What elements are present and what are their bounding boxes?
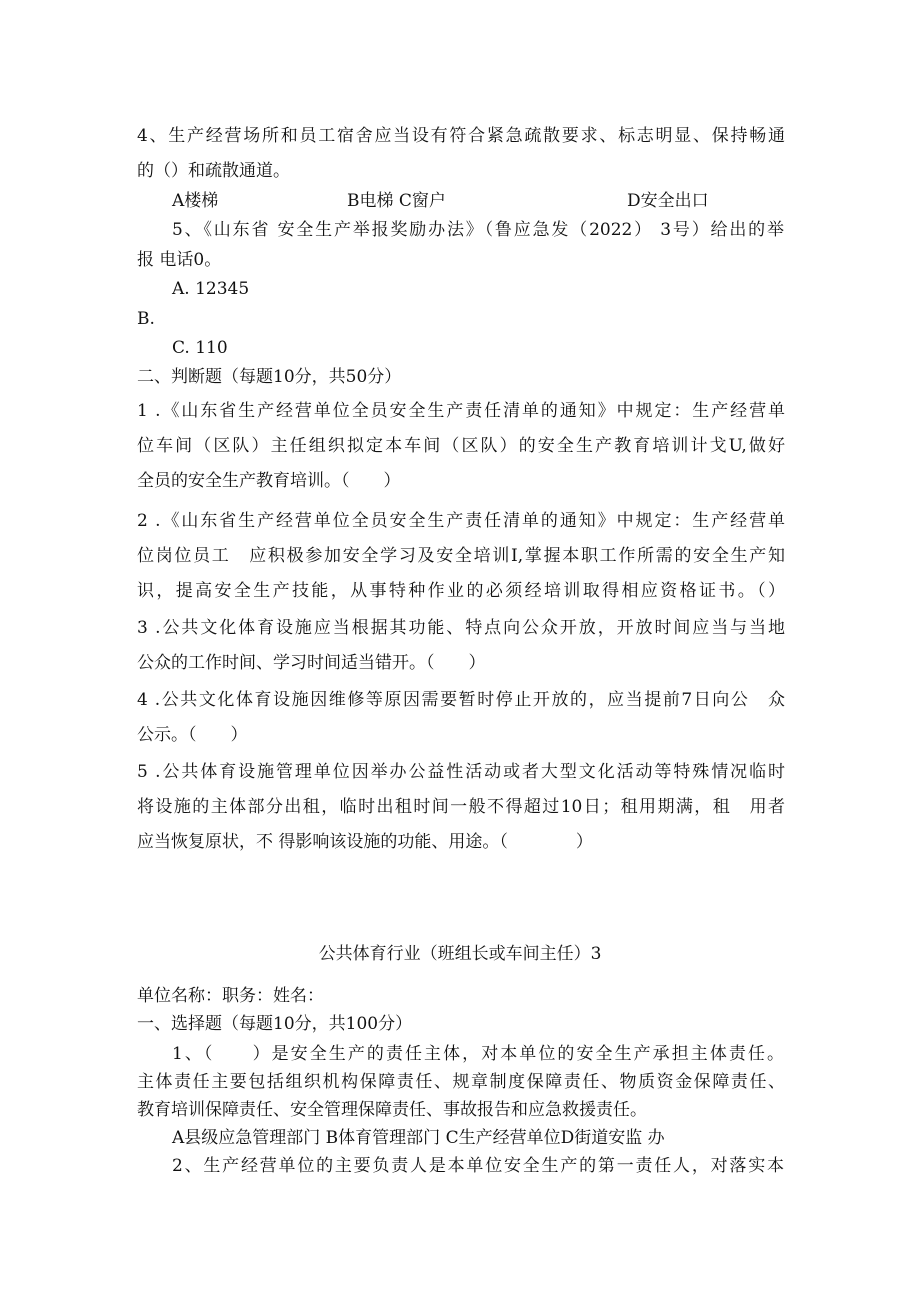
q4-option-a: A楼梯 xyxy=(172,191,219,211)
q5-option-a: A. 12345 xyxy=(172,279,250,299)
choice-1-line-1: 1、（ ）是安全生产的责任主体，对本单位的安全生产承担主体责任。 xyxy=(172,1044,784,1064)
section-2-heading: 二、判断题（每题10分，共50分） xyxy=(137,367,402,387)
section-title: 公共体育行业（班组长或车间主任）3 xyxy=(318,944,602,964)
judgment-2-line-3: 识，提高安全生产技能，从事特种作业的必须经培训取得相应资格证书。（） xyxy=(137,581,785,601)
judgment-4-line-1: 4 .公共文化体育设施因维修等原因需要暂时停止开放的，应当提前7日向公 众 xyxy=(137,690,785,710)
judgment-5-line-3: 应当恢复原状，不 得影响该设施的功能、用途。（ ） xyxy=(137,832,593,852)
judgment-1-line-1: 1 .《山东省生产经营单位全员安全生产责任清单的通知》中规定：生产经营单 xyxy=(137,401,785,421)
q4-option-d: D安全出口 xyxy=(627,191,709,211)
judgment-2-line-1: 2 .《山东省生产经营单位全员安全生产责任清单的通知》中规定：生产经营单 xyxy=(137,511,785,531)
judgment-2-line-2: 位岗位员工 应积极参加安全学习及安全培训I,掌握本职工作所需的安全生产知 xyxy=(137,546,785,566)
choice-1-line-2: 主体责任主要包括组织机构保障责任、规章制度保障责任、物质资金保障责任、 xyxy=(137,1072,785,1092)
q5-line-1: 5、《山东省 安全生产举报奖励办法》（鲁应急发（2022） 3号）给出的举 xyxy=(172,220,784,240)
judgment-1-line-3: 全员的安全生产教育培训。（ ） xyxy=(137,471,401,491)
choice-1-options: A县级应急管理部门 B体育管理部门 C生产经营单位D街道安监 办 xyxy=(172,1128,665,1148)
choice-1-line-3: 教育培训保障责任、安全管理保障责任、事故报告和应急救援责任。 xyxy=(137,1100,647,1120)
q4-line-2: 的（）和疏散通道。 xyxy=(137,161,290,181)
q5-line-2: 报 电话0。 xyxy=(137,250,222,270)
q4-options xyxy=(0,190,920,212)
q4-line-1: 4、生产经营场所和员工宿舍应当设有符合紧急疏散要求、标志明显、保持畅通 xyxy=(137,126,785,146)
judgment-3-line-2: 公众的工作时间、学习时间适当错开。（ ） xyxy=(137,653,486,673)
q5-option-c: C. 110 xyxy=(172,338,228,358)
q4-option-bc: B电梯 C窗户 xyxy=(347,191,446,211)
q5-option-b: B. xyxy=(137,309,155,329)
choice-2-line-1: 2、生产经营单位的主要负责人是本单位安全生产的第一责任人，对落实本 xyxy=(172,1156,784,1176)
judgment-4-line-2: 公示。（ ） xyxy=(137,725,248,745)
unit-info-line: 单位名称：职务：姓名： xyxy=(137,986,324,1006)
judgment-1-line-2: 位车间（区队）主任组织拟定本车间（区队）的安全生产教育培训计戈U,做好 xyxy=(137,436,785,456)
judgment-5-line-1: 5 .公共体育设施管理单位因举办公益性活动或者大型文化活动等特殊情况临时 xyxy=(137,762,785,782)
judgment-3-line-1: 3 .公共文化体育设施应当根据其功能、特点向公众开放，开放时间应当与当地 xyxy=(137,618,785,638)
judgment-5-line-2: 将设施的主体部分出租，临时出租时间一般不得超过10日；租用期满，租 用者 xyxy=(137,797,785,817)
section-1-heading: 一、选择题（每题10分，共100分） xyxy=(137,1014,413,1034)
